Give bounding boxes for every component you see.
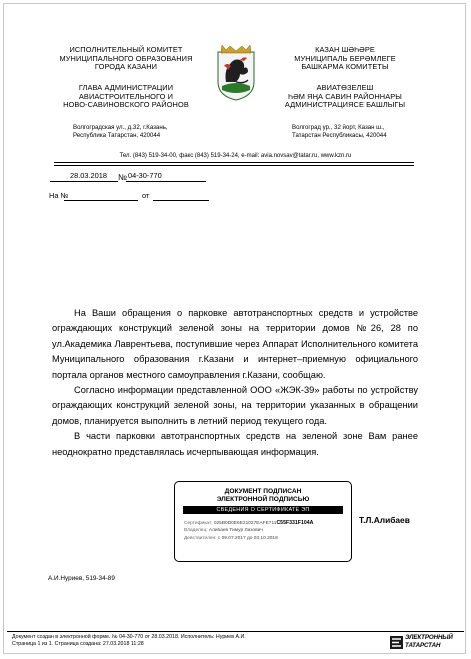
right-org-line: БАШКАРМА КОМИТЕТЫ xyxy=(301,62,389,72)
validity-value: с 09.07.2017 до 03.10.2018 xyxy=(217,536,278,541)
right-address-line: Татарстан Республикасы, 420044 xyxy=(292,132,387,139)
reply-number-underline xyxy=(64,200,138,201)
right-address xyxy=(292,124,387,140)
stamp-band: СВЕДЕНИЯ О СЕРТИФИКАТЕ ЭП xyxy=(183,506,343,514)
left-org-block xyxy=(48,46,204,72)
executor-info: А.И.Нуриев, 519-34-89 xyxy=(48,575,115,582)
brand-line: ТАТАРСТАН xyxy=(405,642,441,649)
owner-value: Алибаев Тимур Лазович xyxy=(208,528,263,533)
right-head-line: ҺӘМ ЯҢА САВИН РАЙОННАРЫ xyxy=(288,91,402,101)
right-address-line: Волгоград ур., 32 йорт, Казан ш., xyxy=(292,124,385,131)
registration-number: 04-30-770 xyxy=(128,171,162,180)
electronic-tatarstan-brand xyxy=(390,634,456,652)
right-org-block xyxy=(269,46,421,72)
footer-rule xyxy=(7,631,464,632)
left-head-line: АВИАСТРОИТЕЛЬНОГО И xyxy=(78,91,174,101)
left-org-line: МУНИЦИПАЛЬНОГО ОБРАЗОВАНИЯ xyxy=(59,53,193,63)
stamp-title-line: ДОКУМЕНТ ПОДПИСАН xyxy=(224,488,302,495)
date-underline xyxy=(50,181,118,182)
right-head-line: АДМИНИСТРАЦИЯСЕ БАШЛЫГЫ xyxy=(284,100,406,110)
left-head-block xyxy=(48,84,204,110)
kazan-crest-dragon-icon xyxy=(214,42,258,102)
cert-value-bold: C55F331F104A xyxy=(276,520,314,526)
header-rule-thin xyxy=(54,165,414,166)
signer-name: Т.Л.Алибаев xyxy=(359,515,410,525)
right-org-line: МУНИЦИПАЛЬ БЕРӘМЛЕГЕ xyxy=(294,53,396,63)
left-org-line: ИСПОЛНИТЕЛЬНЫЙ КОМИТЕТ xyxy=(69,45,183,54)
registration-date: 28.03.2018 xyxy=(70,171,107,180)
electronic-tatarstan-logo-icon xyxy=(390,636,403,649)
left-head-line: ГЛАВА АДМИНИСТРАЦИИ xyxy=(78,83,174,92)
left-address xyxy=(73,124,168,140)
e-signature-stamp xyxy=(174,481,352,562)
letter-body xyxy=(52,306,418,460)
footer-line: Документ создан в электронной форме. № 04-30-770 от 28.03.2018. Исполнитель: Нуриев А.И. xyxy=(12,634,246,640)
registration-number-prefix: № xyxy=(118,172,127,182)
cert-label: Сертификат: xyxy=(184,521,213,526)
right-head-block xyxy=(269,84,421,110)
cert-value: 025B0D0E6E21027EAFE711 xyxy=(213,521,277,526)
footer-line: Страница 1 из 1. Страница создана: 27.03.2018 11:28 xyxy=(12,641,144,647)
left-address-line: Волгоградская ул., д.32, г.Казань, xyxy=(73,124,168,131)
body-paragraph: На Ваши обращения о парковке автотранспортных средств и устройстве ограждающих конструкций зеленой зоны на территории домов №26, 28 по ул.Академика Лаврентьева, поступившие через Аппарат Исполнительного комитета Муниципального образования г.Казани и интернет–приемную официального портала органов местного самоуправления г.Казани, сообщаю. xyxy=(52,308,418,380)
left-head-line: НОВО-САВИНОВСКОГО РАЙОНОВ xyxy=(63,100,189,110)
number-underline xyxy=(126,181,206,182)
stamp-owner-row xyxy=(184,528,345,533)
stamp-certificate-row xyxy=(184,520,345,526)
reply-label: На № xyxy=(49,191,69,200)
reply-date-underline xyxy=(153,200,209,201)
body-paragraph: Согласно информации представленной ООО «ЖЭК-39» работы по устройству ограждающих конструкций зеленой зоны, на территории указанных в обращении домов, планируется выполнить в летний период текущего года. xyxy=(52,385,418,426)
stamp-validity-row xyxy=(184,536,345,541)
header-rule-thick xyxy=(54,162,414,163)
stamp-title-line: ЭЛЕКТРОННОЙ ПОДПИСЬЮ xyxy=(216,496,310,503)
right-org-line: КАЗАН ШӘҺӘРЕ xyxy=(315,45,375,54)
left-address-line: Республика Татарстан, 420044 xyxy=(73,132,161,139)
owner-label: Владелец: xyxy=(184,528,208,533)
body-paragraph: В части парковки автотранспортных средств на зеленой зоне Вам ранее неоднократно представлялась исчерпывающая информация. xyxy=(52,431,418,457)
contacts-line: Тел. (843) 519-34-00, факс (843) 519-34-24, e-mail: avia.novsav@tatar.ru, www.kzn.ru xyxy=(119,153,352,159)
brand-line: ЭЛЕКТРОННЫЙ xyxy=(405,634,453,641)
left-org-line: ГОРОДА КАЗАНИ xyxy=(94,62,158,72)
reply-from-label: от xyxy=(142,191,150,200)
right-head-line: АВИАТӨЗЕЛЕШ xyxy=(316,83,374,92)
stamp-title xyxy=(175,488,351,504)
validity-label: Действителен: xyxy=(184,536,217,541)
footer-text xyxy=(12,634,246,648)
